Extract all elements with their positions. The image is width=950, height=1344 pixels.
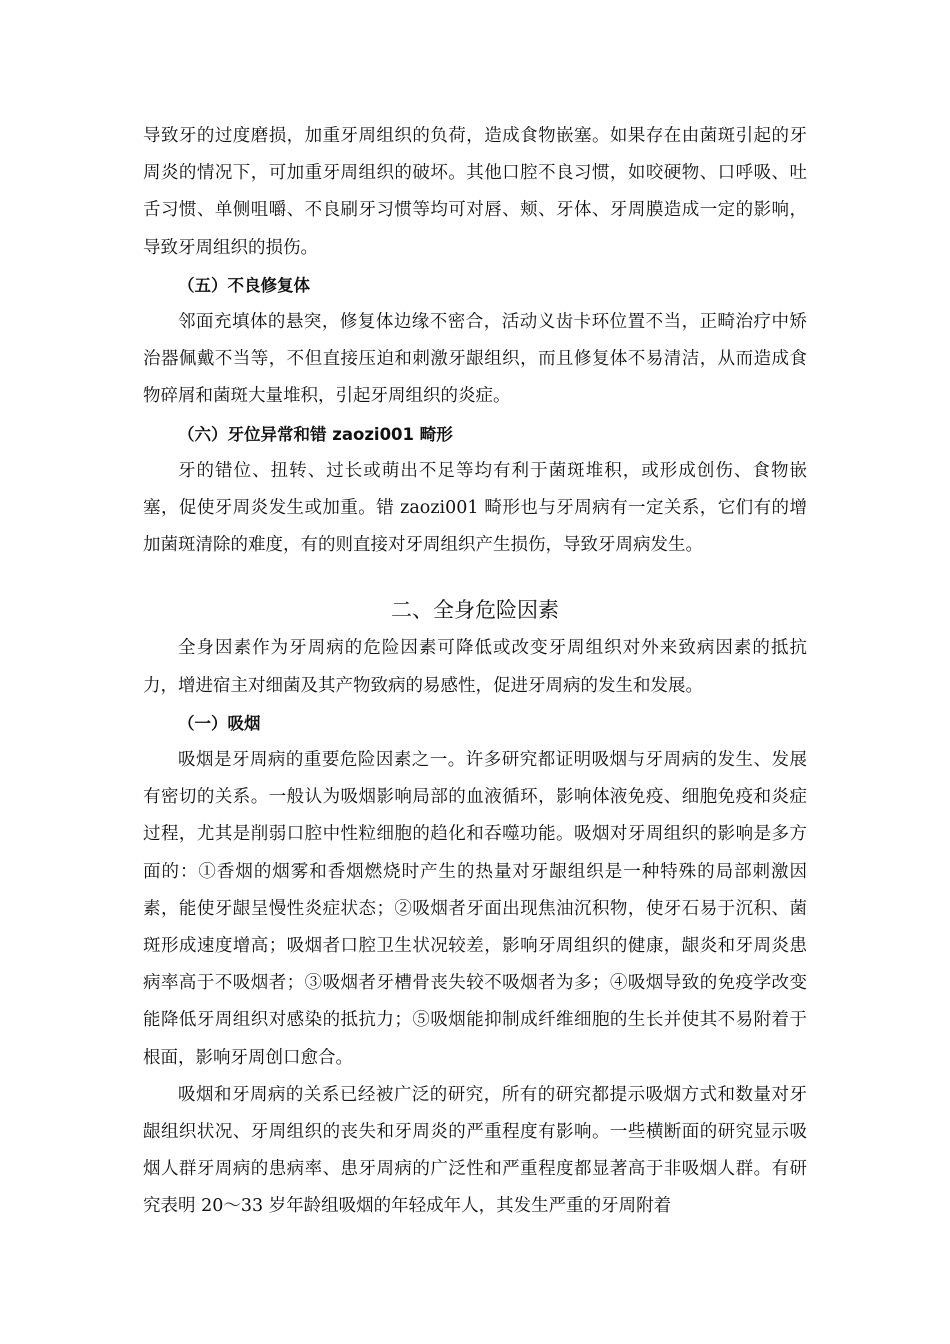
paragraph-poor-restorations: 邻面充填体的悬突，修复体边缘不密合，活动义齿卡环位置不当，正畸治疗中矫治器佩戴不当等，不但直接压迫和刺激牙龈组织，而且修复体不易清洁，从而造成食物碎屑和菌斑大量堆积，引起牙周组织的炎症。: [143, 312, 807, 407]
paragraph-systemic-intro: 全身因素作为牙周病的危险因素可降低或改变牙周组织对外来致病因素的抵抗力，增进宿主对细菌及其产物致病的易感性，促进牙周病的发生和发展。: [143, 638, 807, 696]
paragraph-smoking-effects: 吸烟是牙周病的重要危险因素之一。许多研究都证明吸烟与牙周病的发生、发展有密切的关系。一般认为吸烟影响局部的血液循环，影响体液免疫、细胞免疫和炎症过程，尤其是削弱口腔中性粒细胞的趋化和吞噬功能。吸烟对牙周组织的影响是多方面的：①香烟的烟雾和香烟燃烧时产生的热量对牙龈组织是一种特殊的局部刺激因素，能使牙龈呈慢性炎症状态；②吸烟者牙面出现焦油沉积物，使牙石易于沉积、菌斑形成速度增高；吸烟者口腔卫生状况较差，影响牙周组织的健康，龈炎和牙周炎患病率高于不吸烟者；③吸烟者牙槽骨丧失较不吸烟者为多；④吸烟导致的免疫学改变能降低牙周组织对感染的抵抗力；⑤吸烟能抑制成纤维细胞的生长并使其不易附着于根面，影响牙周创口愈合。: [143, 750, 807, 1068]
section-title-systemic-risk: 二、全身危险因素: [391, 598, 559, 623]
paragraph-oral-habits: 导致牙的过度磨损，加重牙周组织的负荷，造成食物嵌塞。如果存在由菌斑引起的牙周炎的情况下，可加重牙周组织的破坏。其他口腔不良习惯，如咬硬物、口呼吸、吐舌习惯、单侧咀嚼、不良刷牙习惯等均可对唇、颊、牙体、牙周膜造成一定的影响，导致牙周组织的损伤。: [143, 126, 807, 258]
paragraph-smoking-research: 吸烟和牙周病的关系已经被广泛的研究，所有的研究都提示吸烟方式和数量对牙龈组织状况、牙周组织的丧失和牙周炎的严重程度有影响。一些横断面的研究显示吸烟人群牙周病的患病率、患牙周病的广泛性和严重程度都显著高于非吸烟人群。有研究表明 20～33 岁年龄组吸烟的年轻成年人，其发生严重的牙周附着: [143, 1084, 807, 1217]
subheading-poor-restorations: （五）不良修复体: [178, 275, 310, 295]
document-page: [143, 118, 807, 1226]
subheading-smoking: （一）吸烟: [178, 713, 261, 733]
paragraph-malocclusion: 牙的错位、扭转、过长或萌出不足等均有利于菌斑堆积，或形成创伤、食物嵌塞，促使牙周炎发生或加重。错 zaozi001 畸形也与牙周病有一定关系，它们有的增加菌斑清除的难度，有的则直接对牙周组织产生损伤，导致牙周病发生。: [143, 460, 807, 556]
subheading-malocclusion: （六）牙位异常和错 zaozi001 畸形: [178, 424, 453, 444]
